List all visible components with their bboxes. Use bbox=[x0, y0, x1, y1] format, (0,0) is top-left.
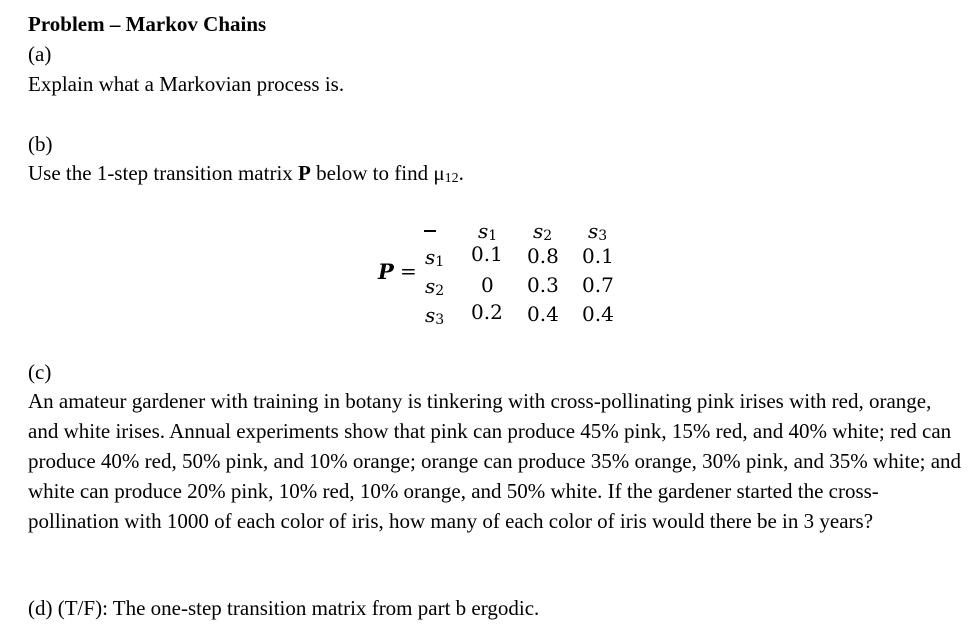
part-c-problem-text: An amateur gardener with training in botany is tinkering with cross-pollinating pink irises with red, orange, and white irises. Annual experiments show that pink can produce 45% pink, 15% red, and 40% white; red can produce 40% red, 50% pink, and 10% orange; orange can produce 35% orange, 30% pink, and 35% white; and white can produce 20% pink, 10% red, 10% orange, and 50% white. If the gardener started the cross-pollination with 1000 of each color of iris, how many of each color of iris would there be in 3 years? bbox=[28, 389, 962, 533]
matrix-cell: 0.1 bbox=[471, 242, 503, 266]
part-b-question-end: . bbox=[458, 161, 464, 185]
matrix-row-header: $s_1$ bbox=[425, 245, 445, 270]
part-b-matrix-ref: P bbox=[298, 161, 311, 185]
part-b-mu-subscript: 12 bbox=[444, 171, 459, 186]
part-c-label: (c) bbox=[28, 360, 52, 384]
matrix-name: P bbox=[378, 259, 394, 284]
matrix-col-header: $s_3$ bbox=[588, 219, 608, 244]
part-b-label: (b) bbox=[28, 132, 53, 156]
matrix-col-header: $s_2$ bbox=[533, 219, 553, 244]
matrix-cell: 0.2 bbox=[471, 300, 503, 324]
matrix-row-header: $s_2$ bbox=[425, 274, 445, 299]
matrix-cell: 0.4 bbox=[582, 302, 614, 326]
matrix-cell: 0.4 bbox=[527, 302, 559, 326]
matrix-cell: 0.1 bbox=[582, 244, 614, 268]
matrix-cell: 0.8 bbox=[527, 244, 559, 268]
matrix-cell: 0.7 bbox=[582, 273, 614, 297]
matrix-corner-dash bbox=[424, 230, 436, 232]
matrix-cell: 0.3 bbox=[527, 273, 559, 297]
matrix-col-header: $s_1$ bbox=[478, 219, 498, 244]
matrix-cell: 0 bbox=[481, 273, 494, 297]
part-d-question: (d) (T/F): The one-step transition matrix from part b ergodic. bbox=[28, 596, 540, 620]
problem-title: Problem – Markov Chains bbox=[28, 12, 267, 36]
matrix-row-header: $s_3$ bbox=[425, 303, 445, 328]
part-a-question: Explain what a Markovian process is. bbox=[28, 72, 345, 96]
matrix-equals: = bbox=[400, 259, 417, 283]
part-b-question-start: Use the 1-step transition matrix bbox=[28, 161, 299, 185]
part-a-label: (a) bbox=[28, 42, 52, 66]
part-b-question-middle: below to find μ bbox=[310, 161, 445, 185]
